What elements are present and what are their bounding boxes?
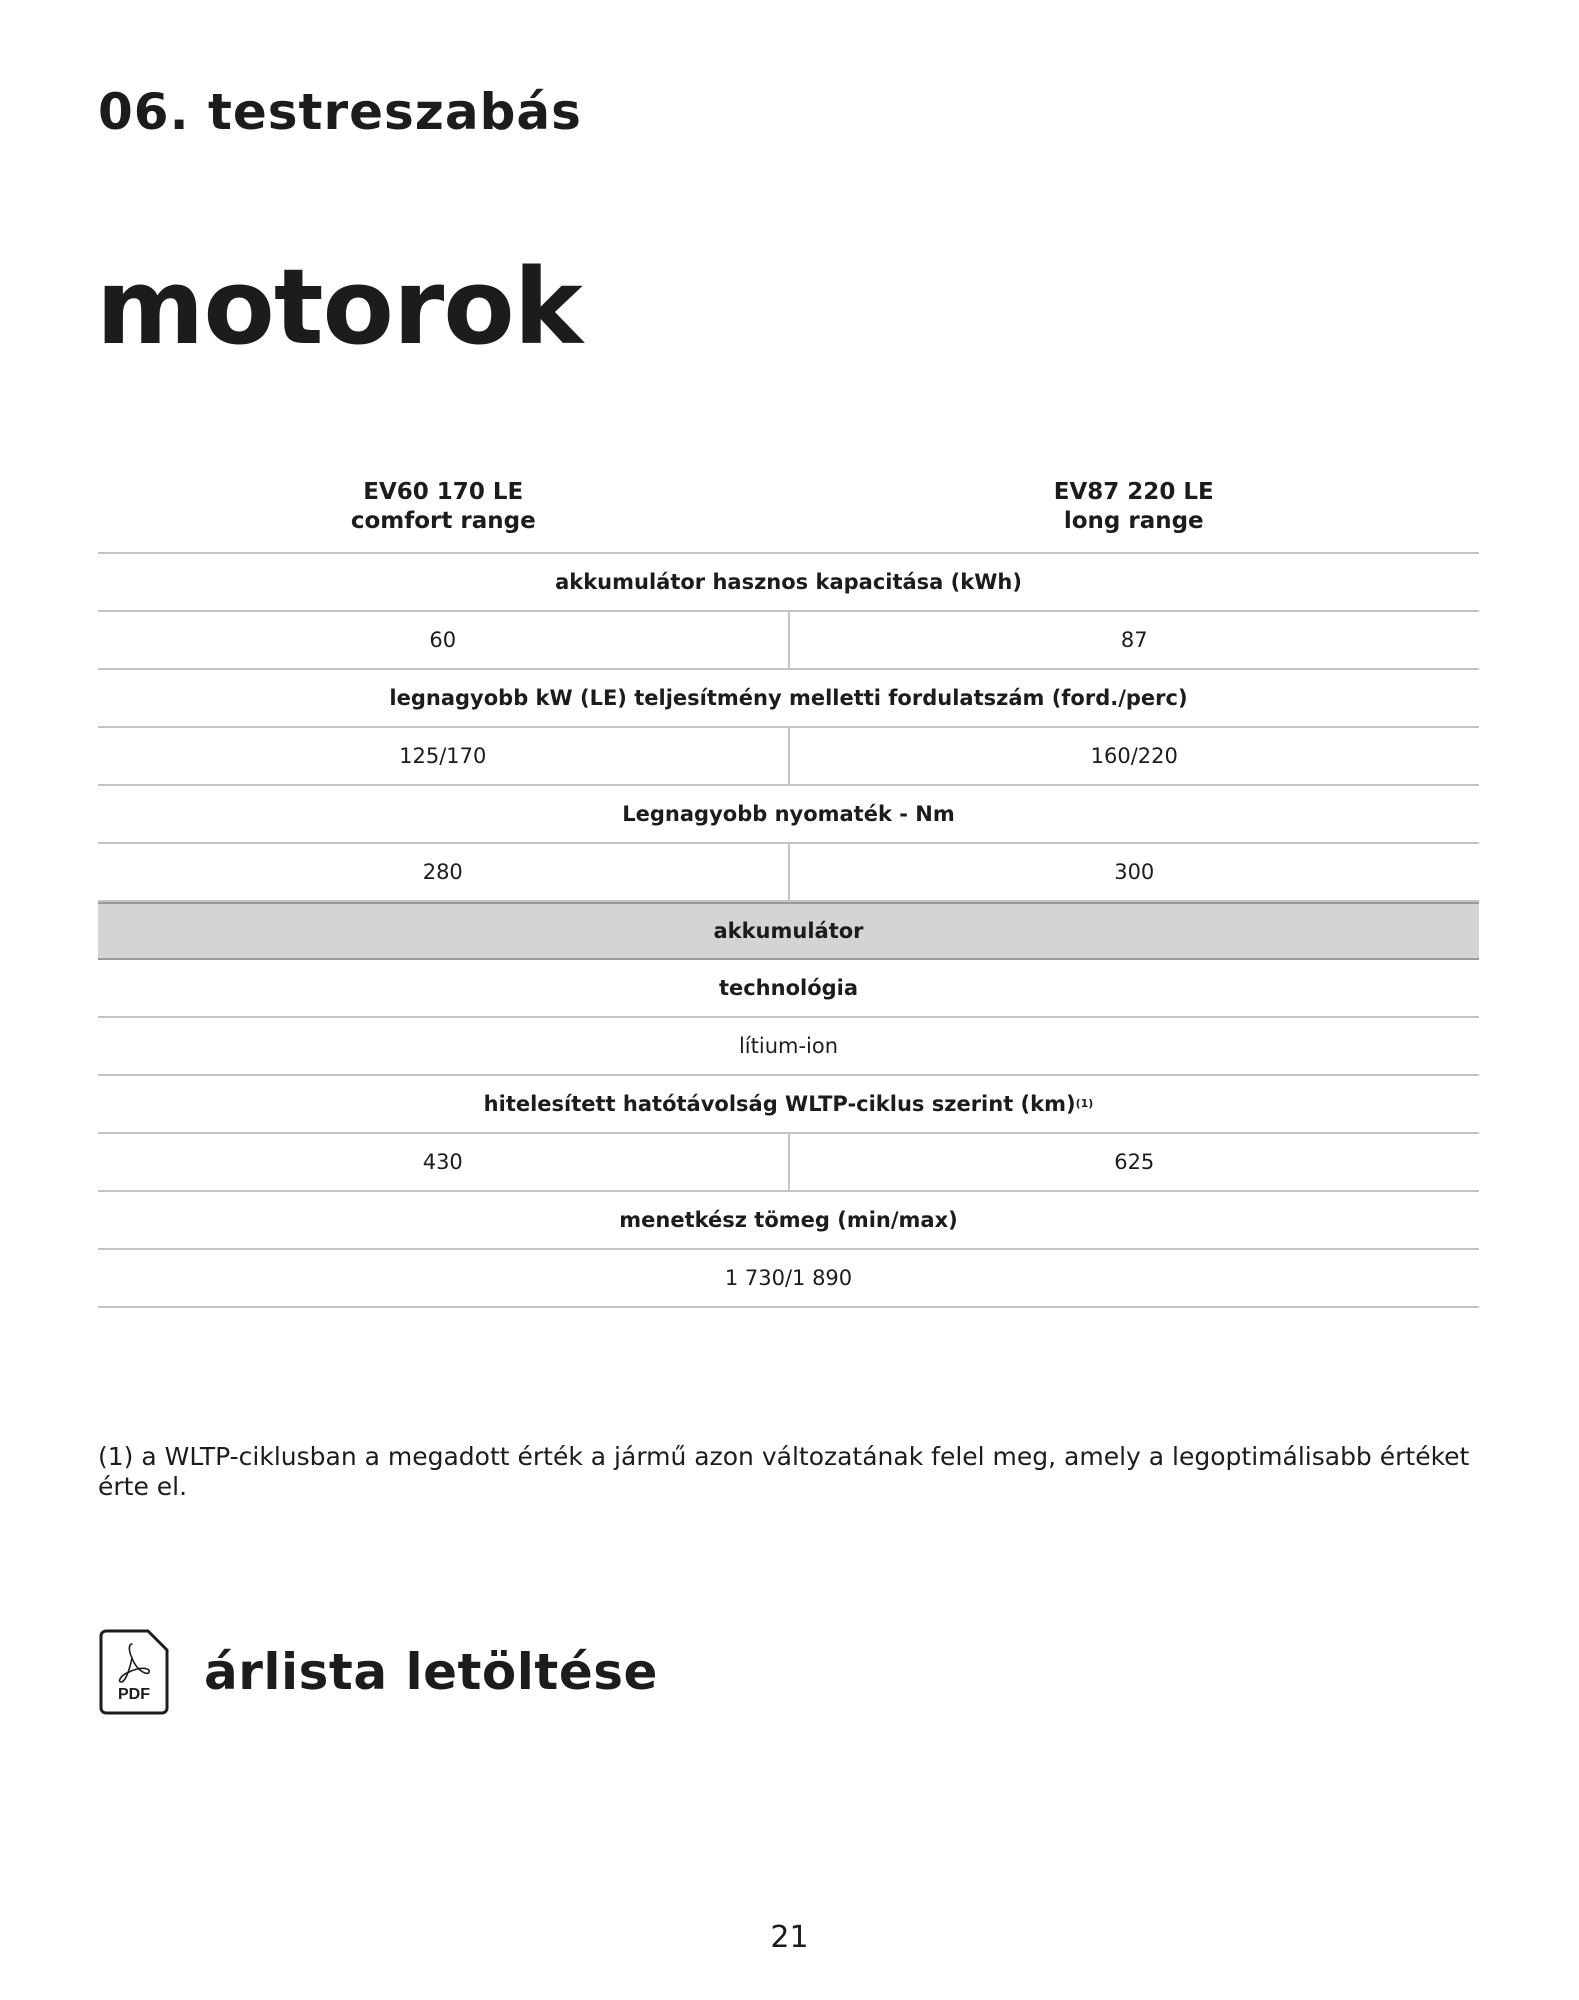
svg-text:PDF: PDF <box>118 1686 150 1703</box>
page-title: motorok <box>96 246 582 368</box>
table-cell: 60 <box>98 612 790 668</box>
download-label: árlista letöltése <box>204 1643 658 1701</box>
column-header-ev60 <box>98 470 789 552</box>
row-label-max-power: legnagyobb kW (LE) teljesítmény melletti fordulatszám (ford./perc) <box>98 670 1479 728</box>
column-header-range: long range <box>1063 508 1204 534</box>
section-header-battery: akkumulátor <box>98 902 1479 960</box>
engine-spec-table <box>98 470 1479 1308</box>
table-cell: 430 <box>98 1134 790 1190</box>
row-label-wltp-range: hitelesített hatótávolság WLTP-ciklus szerint (km) (1) <box>98 1076 1479 1134</box>
row-values-battery-capacity <box>98 612 1479 670</box>
table-cell: 625 <box>1114 1150 1155 1174</box>
column-header-range: comfort range <box>350 508 536 534</box>
footnote: (1) a WLTP-ciklusban a megadott érték a jármű azon változatának felel meg, amely a legoptimálisabb értéket érte el. <box>98 1442 1470 1501</box>
column-header-model: EV60 170 LE <box>363 479 524 505</box>
table-cell: 280 <box>98 844 790 900</box>
column-header-model: EV87 220 LE <box>1053 479 1214 505</box>
table-cell: 125/170 <box>98 728 790 784</box>
row-value-curb-weight: 1 730/1 890 <box>98 1250 1479 1308</box>
table-cell: 300 <box>1114 860 1155 884</box>
row-label-curb-weight: menetkész tömeg (min/max) <box>98 1192 1479 1250</box>
pdf-file-icon <box>98 1628 170 1716</box>
row-values-max-torque <box>98 844 1479 902</box>
page-number: 21 <box>770 1920 809 1955</box>
row-value-technology: lítium-ion <box>98 1018 1479 1076</box>
row-label-technology: technológia <box>98 960 1479 1018</box>
row-label-max-torque: Legnagyobb nyomaték - Nm <box>98 786 1479 844</box>
table-cell: 160/220 <box>1090 744 1178 768</box>
table-cell: 87 <box>1120 628 1148 652</box>
row-values-wltp-range <box>98 1134 1479 1192</box>
price-list-download-link[interactable] <box>98 1628 658 1716</box>
section-title: 06. testreszabás <box>98 83 582 141</box>
table-column-headers <box>98 470 1479 554</box>
row-label-battery-capacity: akkumulátor hasznos kapacitása (kWh) <box>98 554 1479 612</box>
column-header-ev87 <box>789 470 1480 552</box>
row-values-max-power <box>98 728 1479 786</box>
